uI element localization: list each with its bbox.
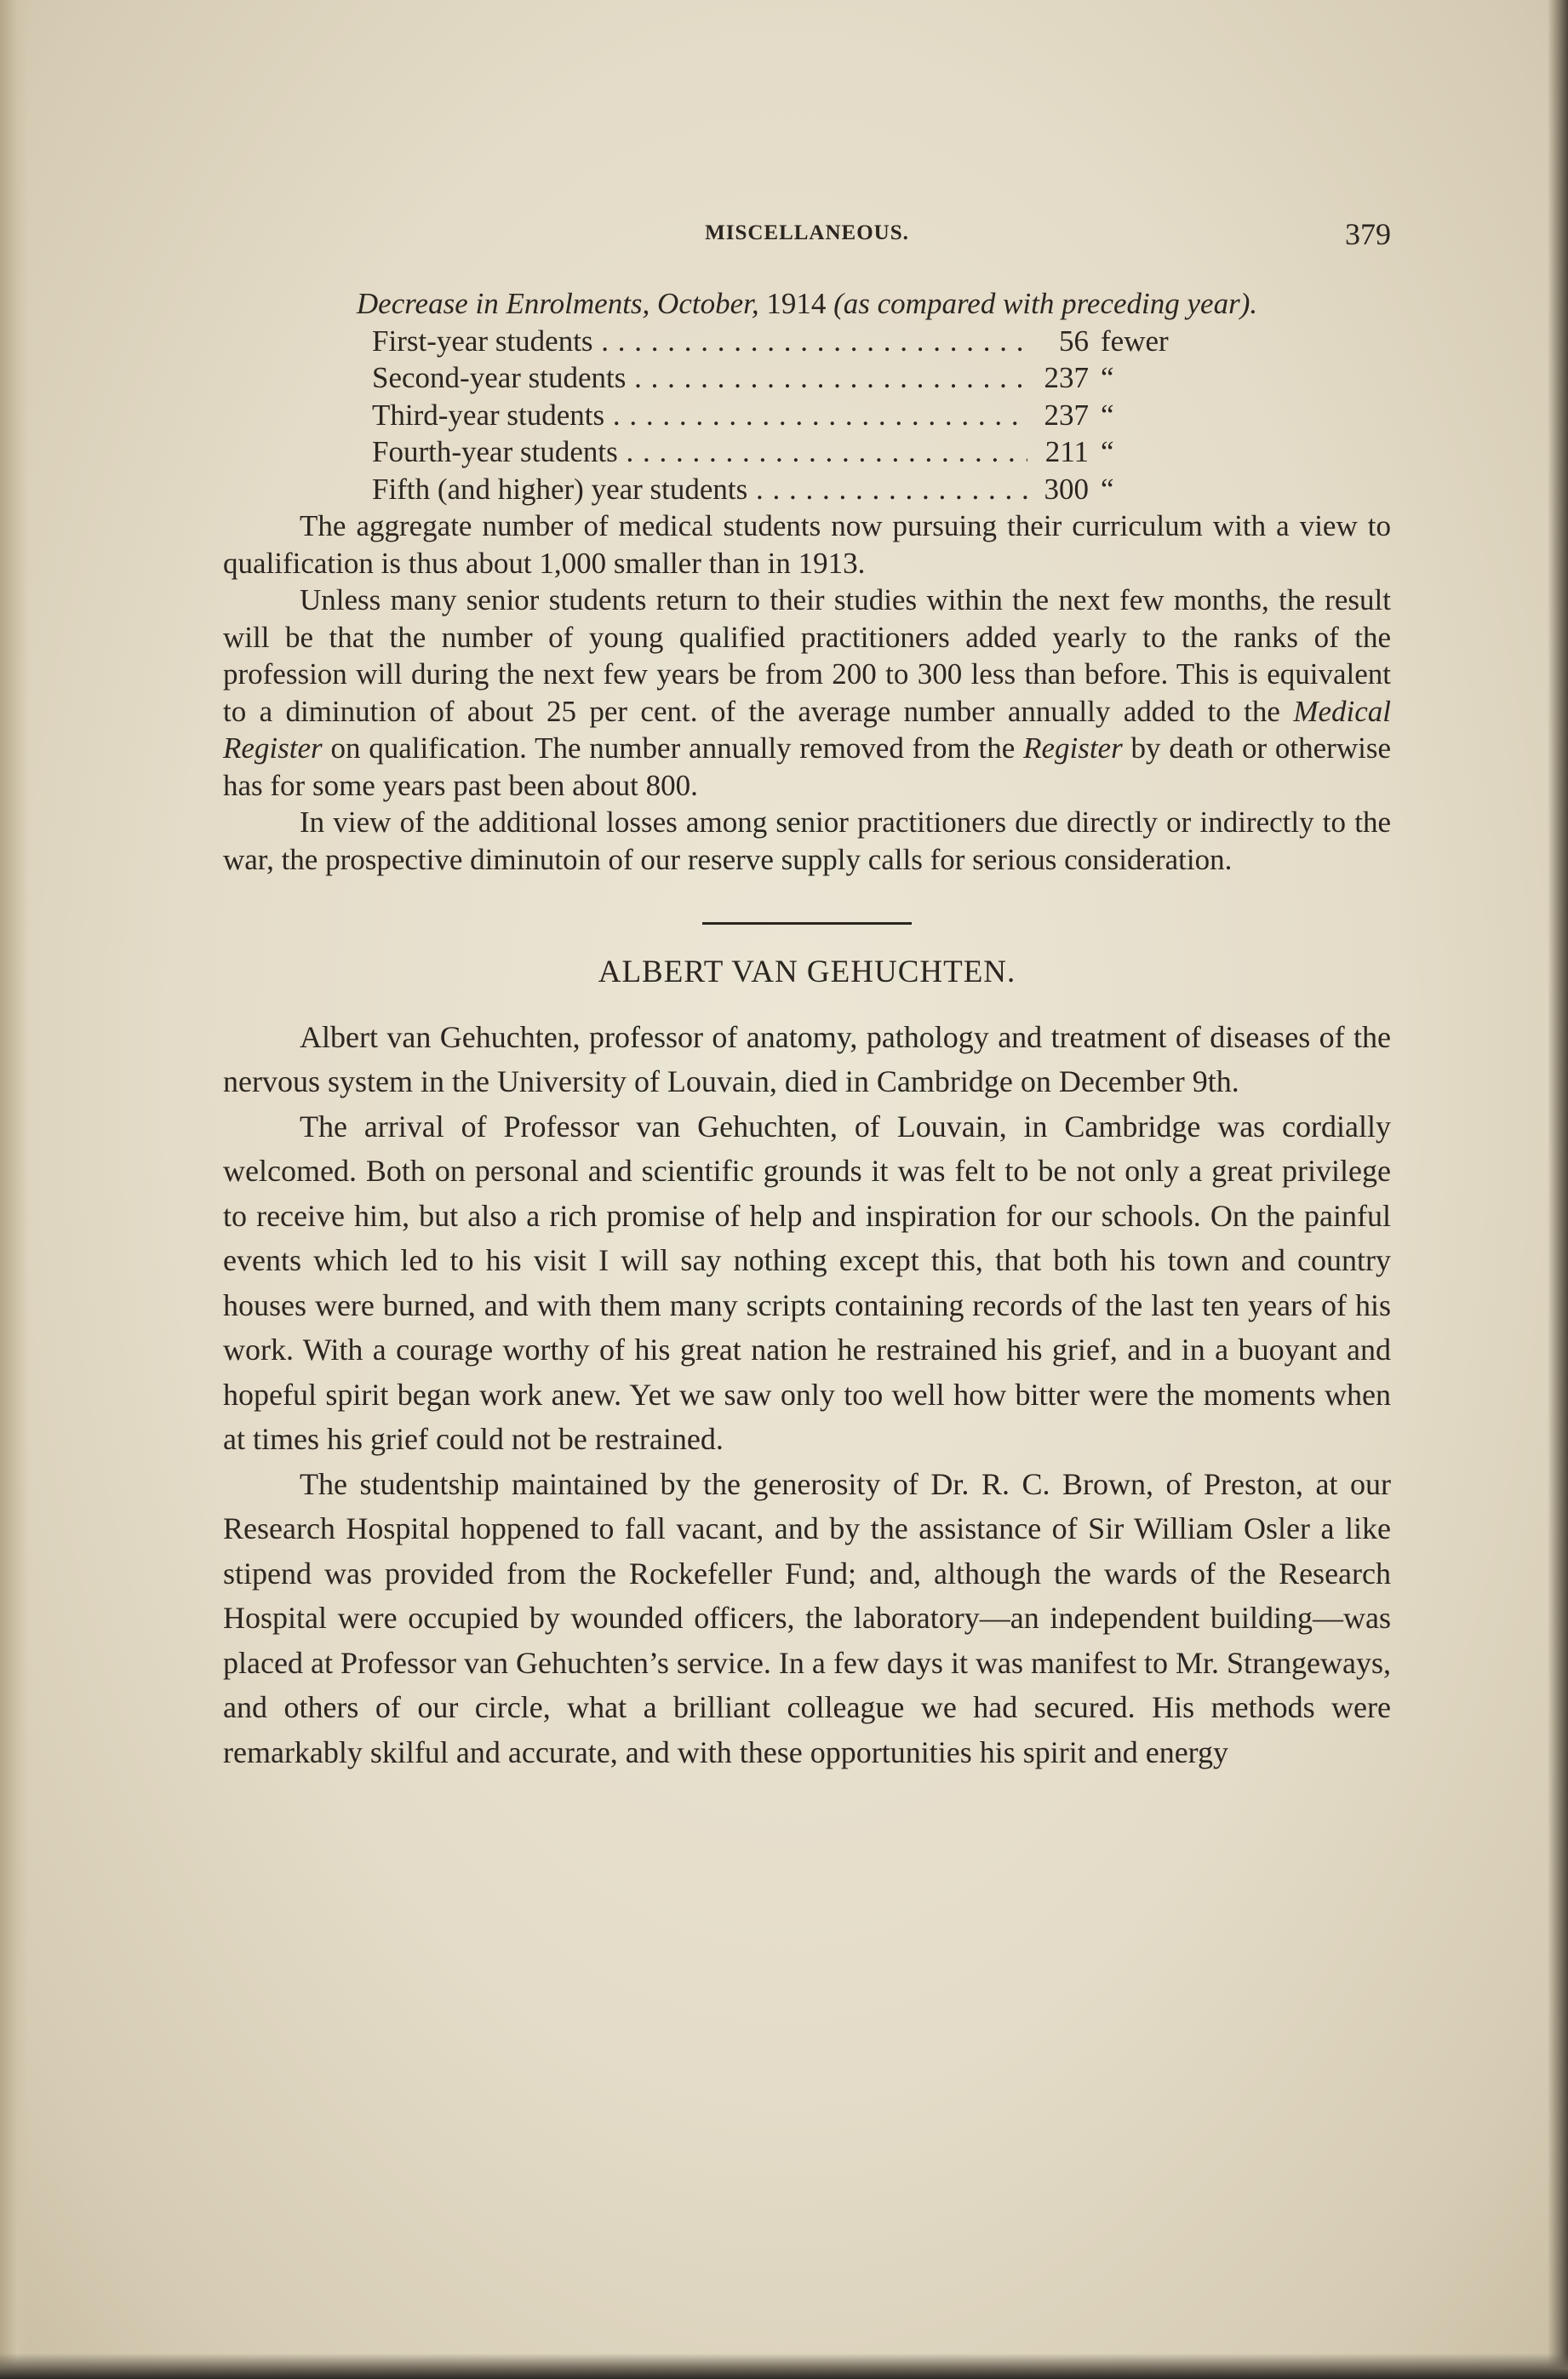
row-value: 300: [1044, 472, 1089, 506]
row-value: 56: [1059, 324, 1089, 358]
row-label: First-year students . . .: [372, 323, 1027, 360]
table-row: [372, 323, 1245, 360]
row-value: 211: [1044, 435, 1089, 468]
row-unit: “: [1101, 472, 1114, 506]
page-right-edge: [1548, 0, 1568, 2379]
register-title-italic: Medical Register: [223, 694, 1391, 765]
table-row: [372, 359, 1245, 397]
page-spine-shadow: [0, 0, 29, 2379]
row-unit: “: [1101, 398, 1114, 432]
row-label: Fifth (and higher) year students . . .: [372, 471, 1027, 508]
enrolment-table: [372, 323, 1245, 508]
paragraph-reserve: In view of the additional losses among senior practitioners due directly or indirectly to the war, the prospective diminutoin of our reserve supply calls for serious consideration.: [223, 805, 1391, 876]
table-row: [372, 471, 1245, 508]
page-number: 379: [1345, 217, 1391, 251]
section-divider: [702, 922, 912, 925]
register-italic: Register: [1023, 731, 1123, 765]
caption-year: 1914: [766, 287, 827, 320]
page-content: [223, 285, 1391, 1774]
row-unit: “: [1101, 361, 1114, 394]
obituary-paragraph-1: Albert van Gehuchten, professor of anatomy, pathology and treatment of diseases of the nervous system in the University of Louvain, died in Cambridge on December 9th.: [223, 1019, 1391, 1098]
caption-part-1: Decrease in Enrolments, October,: [356, 287, 759, 320]
paragraph-register: [223, 582, 1391, 804]
section-title: ALBERT VAN GEHUCHTEN.: [598, 954, 1016, 989]
running-head: MISCELLANEOUS.: [705, 221, 909, 244]
row-value: 237: [1044, 398, 1089, 432]
enrolment-table-caption: [223, 285, 1391, 323]
paragraph-aggregate: The aggregate number of medical students now pursuing their curriculum with a view to qualification is thus about 1,000 smaller than in 1913.: [223, 509, 1391, 580]
row-label: Fourth-year students . . .: [372, 433, 1027, 471]
row-unit: “: [1101, 435, 1114, 468]
caption-part-2: (as compared with preceding year).: [833, 287, 1258, 320]
obituary-paragraph-3: The studentship maintained by the generosity of Dr. R. C. Brown, of Preston, at our Research Hospital hoppened to fall vacant, and by the assistance of Sir William Osler a like stipend was provided from the Rockefeller Fund; and, although the wards of the Research Hospital were occupied by wounded officers, the laboratory—an independent building—was placed at Professor van Gehuchten’s service. In a few days it was manifest to Mr. Strangeways, and others of our circle, what a brilliant colleague we had secured. His methods were remarkably skilful and accurate, and with these opportunities his spirit and energy: [223, 1466, 1391, 1769]
row-label: Third-year students . . .: [372, 397, 1027, 434]
row-label: Second-year students . . .: [372, 359, 1027, 397]
page-header: [223, 216, 1391, 250]
table-row: [372, 433, 1245, 471]
register-text-3: by death or otherwise has for some years past been about 800.: [223, 731, 1391, 802]
row-unit: fewer: [1101, 324, 1169, 358]
page-bottom-edge: [0, 2353, 1568, 2379]
register-text-1: Unless many senior students return to their studies within the next few months, the result will be that the number of young qualified practitioners added yearly to the ranks of the profession will during the next few years be from 200 to 300 less than before. This is equivalent to a diminution of about 25 per cent. of the average number annually added to the: [223, 583, 1391, 728]
row-value: 237: [1044, 361, 1089, 394]
register-text-2: on qualification. The number annually removed from the: [322, 731, 1024, 765]
obituary-body: [223, 1015, 1391, 1775]
table-row: [372, 397, 1245, 434]
obituary-paragraph-2: The arrival of Professor van Gehuchten, of Louvain, in Cambridge was cordially welcomed. Both on personal and scientific grounds it was felt to be not only a great privilege to receive him, but also a rich promise of help and inspiration for our schools. On the painful events which led to his visit I will say nothing except this, that both his town and country houses were burned, and with them many scripts containing records of the last ten years of his work. With a courage worthy of his great nation he restrained his grief, and in a buoyant and hopeful spirit began work anew. Yet we saw only too well how bitter were the moments when at times his grief could not be restrained.: [223, 1109, 1391, 1456]
